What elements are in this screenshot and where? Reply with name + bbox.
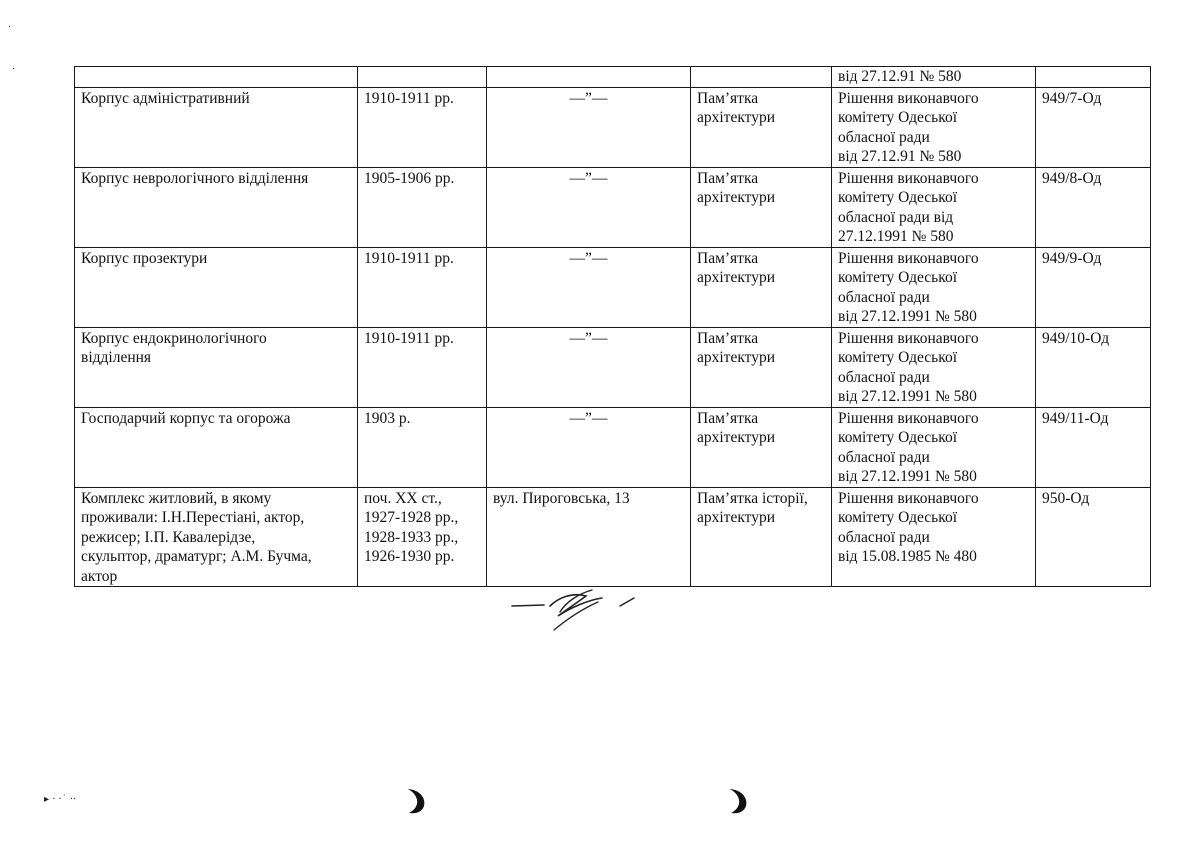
monument-type-cell — [691, 67, 832, 88]
punch-hole-mark — [404, 786, 428, 816]
object-name-cell: Господарчий корпус та огорожа — [75, 407, 358, 487]
date-cell: 1905-1906 рр. — [358, 167, 487, 247]
date-cell: 1903 р. — [358, 407, 487, 487]
monument-type-cell: Пам’ятка архітектури — [691, 87, 832, 167]
registry-number-cell: 949/7-Од — [1036, 87, 1151, 167]
registry-number-cell: 950-Од — [1036, 487, 1151, 587]
monument-type-cell: Пам’ятка архітектури — [691, 327, 832, 407]
monument-type-cell: Пам’ятка архітектури — [691, 167, 832, 247]
address-cell: —”— — [487, 327, 691, 407]
monument-type-cell: Пам’ятка архітектури — [691, 247, 832, 327]
scan-speck: · — [12, 64, 16, 75]
monument-type-cell: Пам’ятка історії, архітектури — [691, 487, 832, 587]
registry-number-cell: 949/9-Од — [1036, 247, 1151, 327]
table-row — [75, 167, 1151, 247]
object-name-cell: Корпус прозектури — [75, 247, 358, 327]
table-row — [75, 87, 1151, 167]
table-row — [75, 407, 1151, 487]
registry-number-cell: 949/8-Од — [1036, 167, 1151, 247]
decision-cell: Рішення виконавчого комітету Одеської обласної ради від 27.12.1991 № 580 — [832, 327, 1036, 407]
address-cell: —”— — [487, 87, 691, 167]
decision-cell: Рішення виконавчого комітету Одеської обласної ради від 27.12.1991 № 580 — [832, 407, 1036, 487]
date-cell: 1910-1911 рр. — [358, 247, 487, 327]
date-cell — [358, 67, 487, 88]
table-row — [75, 67, 1151, 88]
decision-cell: Рішення виконавчого комітету Одеської обласної ради від 27.12.1991 № 580 — [832, 167, 1036, 247]
address-cell — [487, 67, 691, 88]
decision-cell: Рішення виконавчого комітету Одеської обласної ради від 27.12.1991 № 580 — [832, 247, 1036, 327]
decision-cell: Рішення виконавчого комітету Одеської обласної ради від 15.08.1985 № 480 — [832, 487, 1036, 587]
object-name-cell — [75, 67, 358, 88]
registry-number-cell: 949/11-Од — [1036, 407, 1151, 487]
table-row — [75, 247, 1151, 327]
object-name-cell: Корпус ендокринологічного відділення — [75, 327, 358, 407]
signature-scribble — [508, 586, 648, 634]
decision-cell: Рішення виконавчого комітету Одеської обласної ради від 27.12.91 № 580 — [832, 87, 1036, 167]
address-cell: вул. Пироговська, 13 — [487, 487, 691, 587]
date-cell: поч. XX ст., 1927-1928 рр., 1928-1933 рр., 1926-1930 рр. — [358, 487, 487, 587]
decision-cell: від 27.12.91 № 580 — [832, 67, 1036, 88]
object-name-cell: Корпус неврологічного відділення — [75, 167, 358, 247]
date-cell: 1910-1911 рр. — [358, 87, 487, 167]
document-page — [74, 66, 1150, 587]
object-name-cell: Корпус адміністративний — [75, 87, 358, 167]
date-cell: 1910-1911 рр. — [358, 327, 487, 407]
registry-number-cell: 949/10-Од — [1036, 327, 1151, 407]
table-row — [75, 487, 1151, 587]
scan-speck: · — [8, 22, 12, 33]
scan-speck: ▸ · ·˙ ·· — [44, 794, 77, 805]
heritage-registry-table — [74, 66, 1151, 587]
address-cell: —”— — [487, 407, 691, 487]
object-name-cell: Комплекс житловий, в якому проживали: І.Н.Перестіані, актор, режисер; І.П. Кавалерідзе, скульптор, драматург; А.М. Бучма, актор — [75, 487, 358, 587]
registry-number-cell — [1036, 67, 1151, 88]
table-row — [75, 327, 1151, 407]
address-cell: —”— — [487, 167, 691, 247]
monument-type-cell: Пам’ятка архітектури — [691, 407, 832, 487]
punch-hole-mark — [726, 786, 750, 816]
address-cell: —”— — [487, 247, 691, 327]
